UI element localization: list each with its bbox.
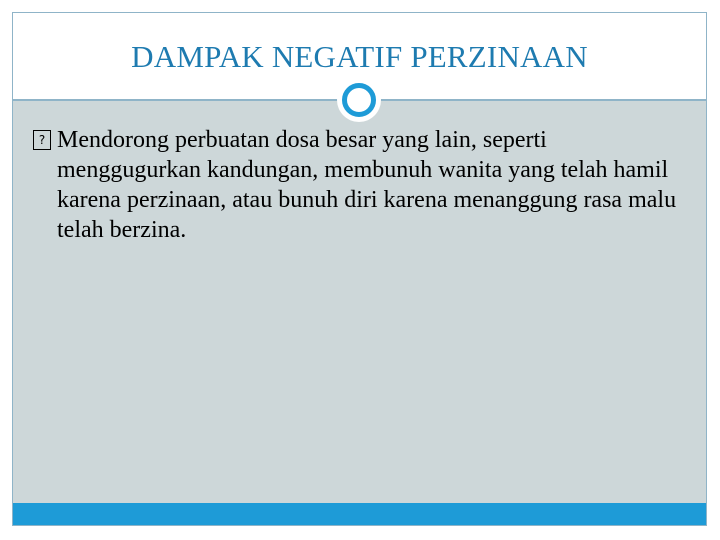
placeholder-glyph-icon: ?	[33, 130, 51, 150]
footer-bar	[13, 503, 706, 525]
circle-ring-icon	[337, 78, 381, 122]
bullet-text: Mendorong perbuatan dosa besar yang lain, seperti menggugurkan kandungan, membunuh wanita yang telah hamil karena perzinaan, atau bunuh diri karena menanggung rasa malu telah berzina.	[57, 127, 677, 243]
bullet-item	[33, 125, 693, 245]
bullet-list	[33, 125, 693, 245]
slide-title: DAMPAK NEGATIF PERZINAAN	[131, 39, 588, 74]
